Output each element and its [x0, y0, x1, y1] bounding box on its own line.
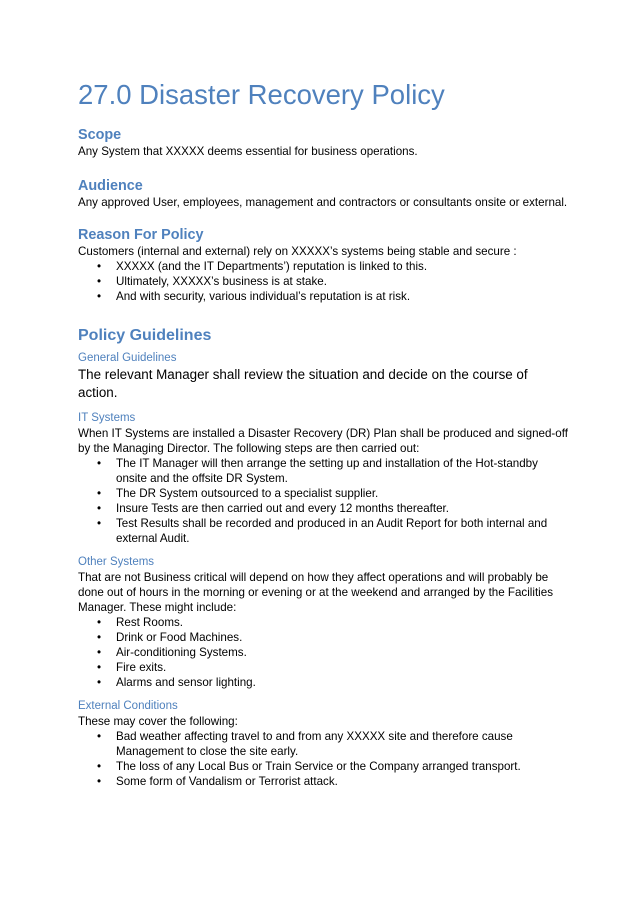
- list-item: • Rest Rooms.: [78, 615, 568, 630]
- external-heading: External Conditions: [78, 700, 178, 712]
- list-item: • Air-conditioning Systems.: [78, 645, 568, 660]
- audience-section: [78, 177, 568, 210]
- list-item: • And with security, various individual’s reputation is at risk.: [78, 289, 568, 304]
- scope-section: [78, 126, 568, 159]
- list-item: • Fire exits.: [78, 660, 568, 675]
- reason-heading: Reason For Policy: [78, 227, 204, 243]
- other-text: That are not Business critical will depend on how they affect operations and will probably be done out of hours in the morning or evening or at the weekend and arranged by the Facilities Manager. These might include:: [78, 571, 553, 614]
- list-item: • Alarms and sensor lighting.: [78, 675, 568, 690]
- list-item: • The IT Manager will then arrange the setting up and installation of the Hot-standby onsite and the offsite DR System.: [78, 456, 568, 486]
- external-text: These may cover the following:: [78, 715, 238, 728]
- it-text: When IT Systems are installed a Disaster Recovery (DR) Plan shall be produced and signed-off by the Managing Director. The following steps are then carried out:: [78, 427, 568, 455]
- other-systems: [78, 555, 568, 690]
- list-item: • Some form of Vandalism or Terrorist attack.: [78, 774, 568, 789]
- list-item: • The DR System outsourced to a specialist supplier.: [78, 486, 568, 501]
- reason-list: [78, 259, 568, 304]
- general-text: The relevant Manager shall review the situation and decide on the course of action.: [78, 367, 528, 400]
- list-item: • Drink or Food Machines.: [78, 630, 568, 645]
- other-heading: Other Systems: [78, 556, 155, 568]
- list-item: • XXXXX (and the IT Departments’) reputation is linked to this.: [78, 259, 568, 274]
- it-list: [78, 456, 568, 546]
- page-title: 27.0 Disaster Recovery Policy: [78, 79, 445, 110]
- policy-heading: Policy Guidelines: [78, 327, 212, 344]
- document-body: [78, 78, 568, 798]
- policy-section: [78, 326, 568, 789]
- audience-text: Any approved User, employees, management and contractors or consultants onsite or external.: [78, 196, 568, 209]
- it-heading: IT Systems: [78, 412, 136, 424]
- external-conditions: [78, 699, 568, 789]
- list-item: • The loss of any Local Bus or Train Service or the Company arranged transport.: [78, 759, 568, 774]
- list-item: • Bad weather affecting travel to and from any XXXXX site and therefore cause Management to close the site early.: [78, 729, 568, 759]
- reason-text: Customers (internal and external) rely on XXXXX’s systems being stable and secure :: [78, 245, 517, 258]
- it-systems: [78, 411, 568, 546]
- list-item: • Insure Tests are then carried out and every 12 months thereafter.: [78, 501, 568, 516]
- list-item: • Test Results shall be recorded and produced in an Audit Report for both internal and external Audit.: [78, 516, 568, 546]
- scope-text: Any System that XXXXX deems essential for business operations.: [78, 145, 418, 158]
- list-item: • Ultimately, XXXXX’s business is at stake.: [78, 274, 568, 289]
- external-list: [78, 729, 568, 789]
- general-guidelines: [78, 351, 568, 402]
- other-list: [78, 615, 568, 690]
- audience-heading: Audience: [78, 178, 143, 194]
- scope-heading: Scope: [78, 127, 122, 143]
- reason-section: [78, 226, 568, 304]
- general-heading: General Guidelines: [78, 352, 177, 364]
